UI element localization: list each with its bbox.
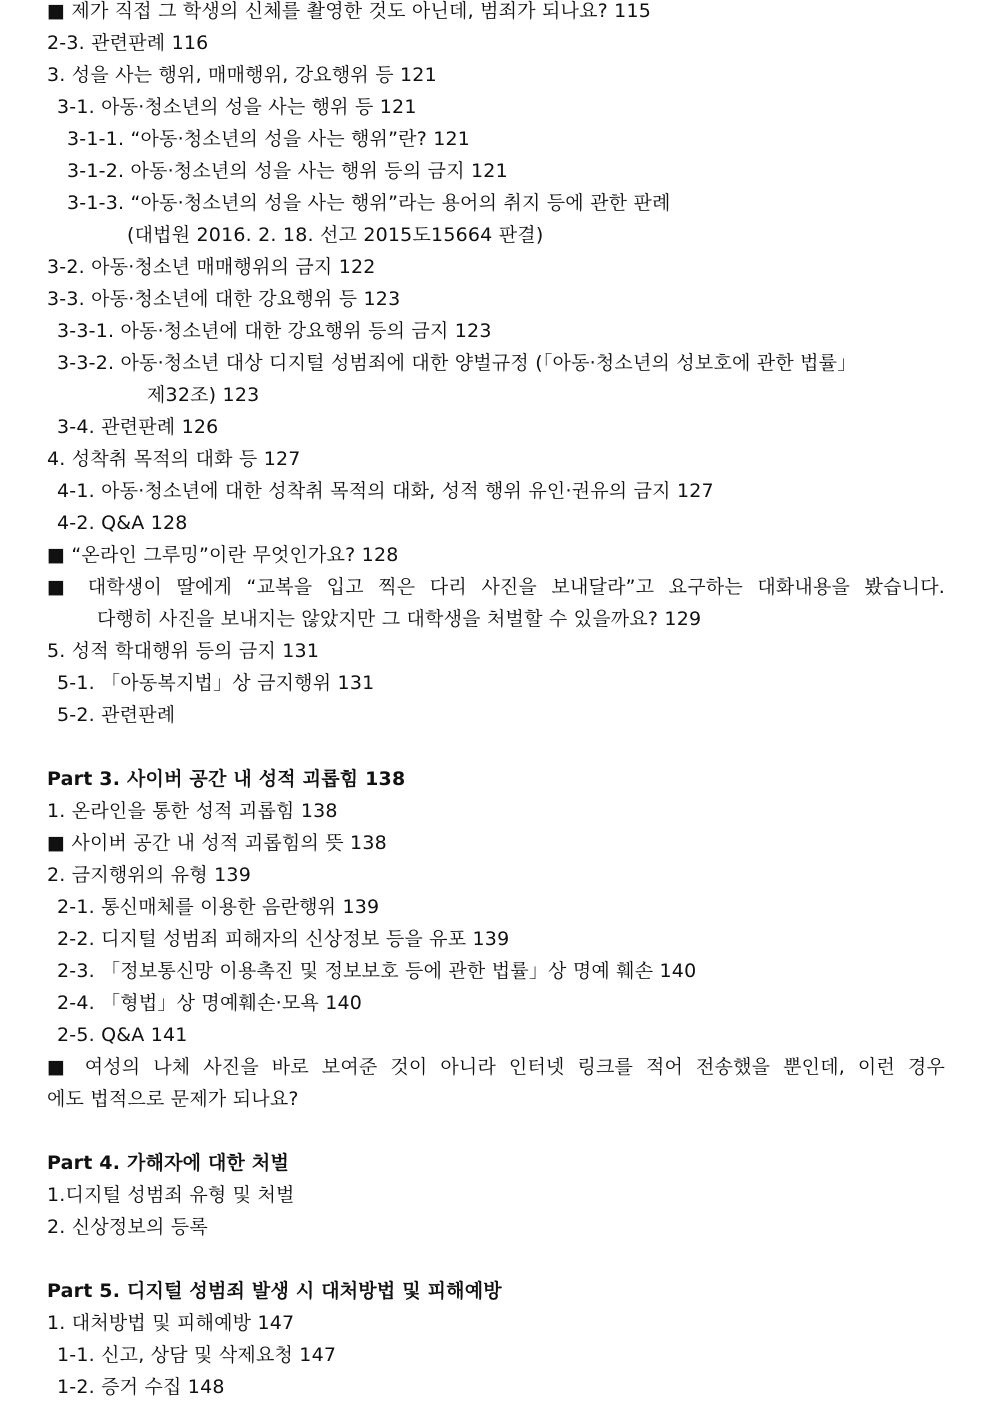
toc-entry: 2-1. 통신매체를 이용한 음란행위 139 (57, 896, 380, 918)
toc-entry: ■ 대학생이 딸에게 “교복을 입고 찍은 다리 사진을 보내달라”고 요구하는 대화내용을 봤습니다. (47, 576, 945, 598)
part-heading: Part 5. 디지털 성범죄 발생 시 대처방법 및 피해예방 (47, 1280, 502, 1302)
toc-entry: ■ 제가 직접 그 학생의 신체를 촬영한 것도 아닌데, 범죄가 되나요? 115 (47, 0, 652, 22)
toc-entry: 4-1. 아동·청소년에 대한 성착취 목적의 대화, 성적 행위 유인·권유의 금지 127 (57, 480, 714, 502)
toc-entry: 2-3. 관련판례 116 (47, 32, 209, 54)
toc-entry: 3-1-2. 아동·청소년의 성을 사는 행위 등의 금지 121 (67, 160, 508, 182)
toc-entry: 다행히 사진을 보내지는 않았지만 그 대학생을 처벌할 수 있을까요? 129 (97, 608, 702, 630)
toc-entry: 2. 신상정보의 등록 (47, 1216, 208, 1238)
toc-entry: 1. 대처방법 및 피해예방 147 (47, 1312, 295, 1334)
toc-entry: 3-3. 아동·청소년에 대한 강요행위 등 123 (47, 288, 401, 310)
toc-entry: 2-2. 디지털 성범죄 피해자의 신상정보 등을 유포 139 (57, 928, 510, 950)
toc-entry: 3. 성을 사는 행위, 매매행위, 강요행위 등 121 (47, 64, 437, 86)
toc-entry: 2-4. 「형법」상 명예훼손·모욕 140 (57, 992, 363, 1014)
toc-entry: ■ 여성의 나체 사진을 바로 보여준 것이 아니라 인터넷 링크를 적어 전송했을 뿐인데, 이런 경우 (47, 1056, 945, 1078)
part-heading: Part 4. 가해자에 대한 처벌 (47, 1152, 290, 1174)
toc-entry: 3-4. 관련판례 126 (57, 416, 219, 438)
toc-entry: (대법원 2016. 2. 18. 선고 2015도15664 판결) (127, 224, 544, 246)
toc-entry: 3-2. 아동·청소년 매매행위의 금지 122 (47, 256, 376, 278)
toc-entry: 5. 성적 학대행위 등의 금지 131 (47, 640, 320, 662)
toc-entry: 3-1-3. “아동·청소년의 성을 사는 행위”라는 용어의 취지 등에 관한 판례 (67, 192, 671, 214)
toc-entry: ■ “온라인 그루밍”이란 무엇인가요? 128 (47, 544, 399, 566)
toc-entry: 에도 법적으로 문제가 되나요? (47, 1088, 299, 1110)
toc-entry: 3-1-1. “아동·청소년의 성을 사는 행위”란? 121 (67, 128, 471, 150)
toc-entry: 1-1. 신고, 상담 및 삭제요청 147 (57, 1344, 337, 1366)
toc-entry: ■ 사이버 공간 내 성적 괴롭힘의 뜻 138 (47, 832, 387, 854)
toc-entry: 4. 성착취 목적의 대화 등 127 (47, 448, 301, 470)
toc-entry: 제32조) 123 (147, 384, 260, 406)
toc-entry: 3-3-1. 아동·청소년에 대한 강요행위 등의 금지 123 (57, 320, 492, 342)
toc-entry: 2-3. 「정보통신망 이용촉진 및 정보보호 등에 관한 법률」상 명예 훼손 140 (57, 960, 697, 982)
toc-entry: 2-5. Q&A 141 (57, 1024, 188, 1046)
part-heading: Part 3. 사이버 공간 내 성적 괴롭힘 138 (47, 768, 406, 790)
toc-entry: 2. 금지행위의 유형 139 (47, 864, 251, 886)
toc-entry: 5-1. 「아동복지법」상 금지행위 131 (57, 672, 375, 694)
toc-entry: 3-3-2. 아동·청소년 대상 디지털 성범죄에 대한 양벌규정 (「아동·청소년의 성보호에 관한 법률」 (57, 352, 857, 374)
toc-entry: 1. 온라인을 통한 성적 괴롭힘 138 (47, 800, 338, 822)
toc-entry: 3-1. 아동·청소년의 성을 사는 행위 등 121 (57, 96, 417, 118)
toc-entry: 1.디지털 성범죄 유형 및 처벌 (47, 1184, 295, 1206)
toc-entry: 1-2. 증거 수집 148 (57, 1376, 225, 1398)
toc-entry: 4-2. Q&A 128 (57, 512, 188, 534)
toc-entry: 5-2. 관련판례 (57, 704, 176, 726)
